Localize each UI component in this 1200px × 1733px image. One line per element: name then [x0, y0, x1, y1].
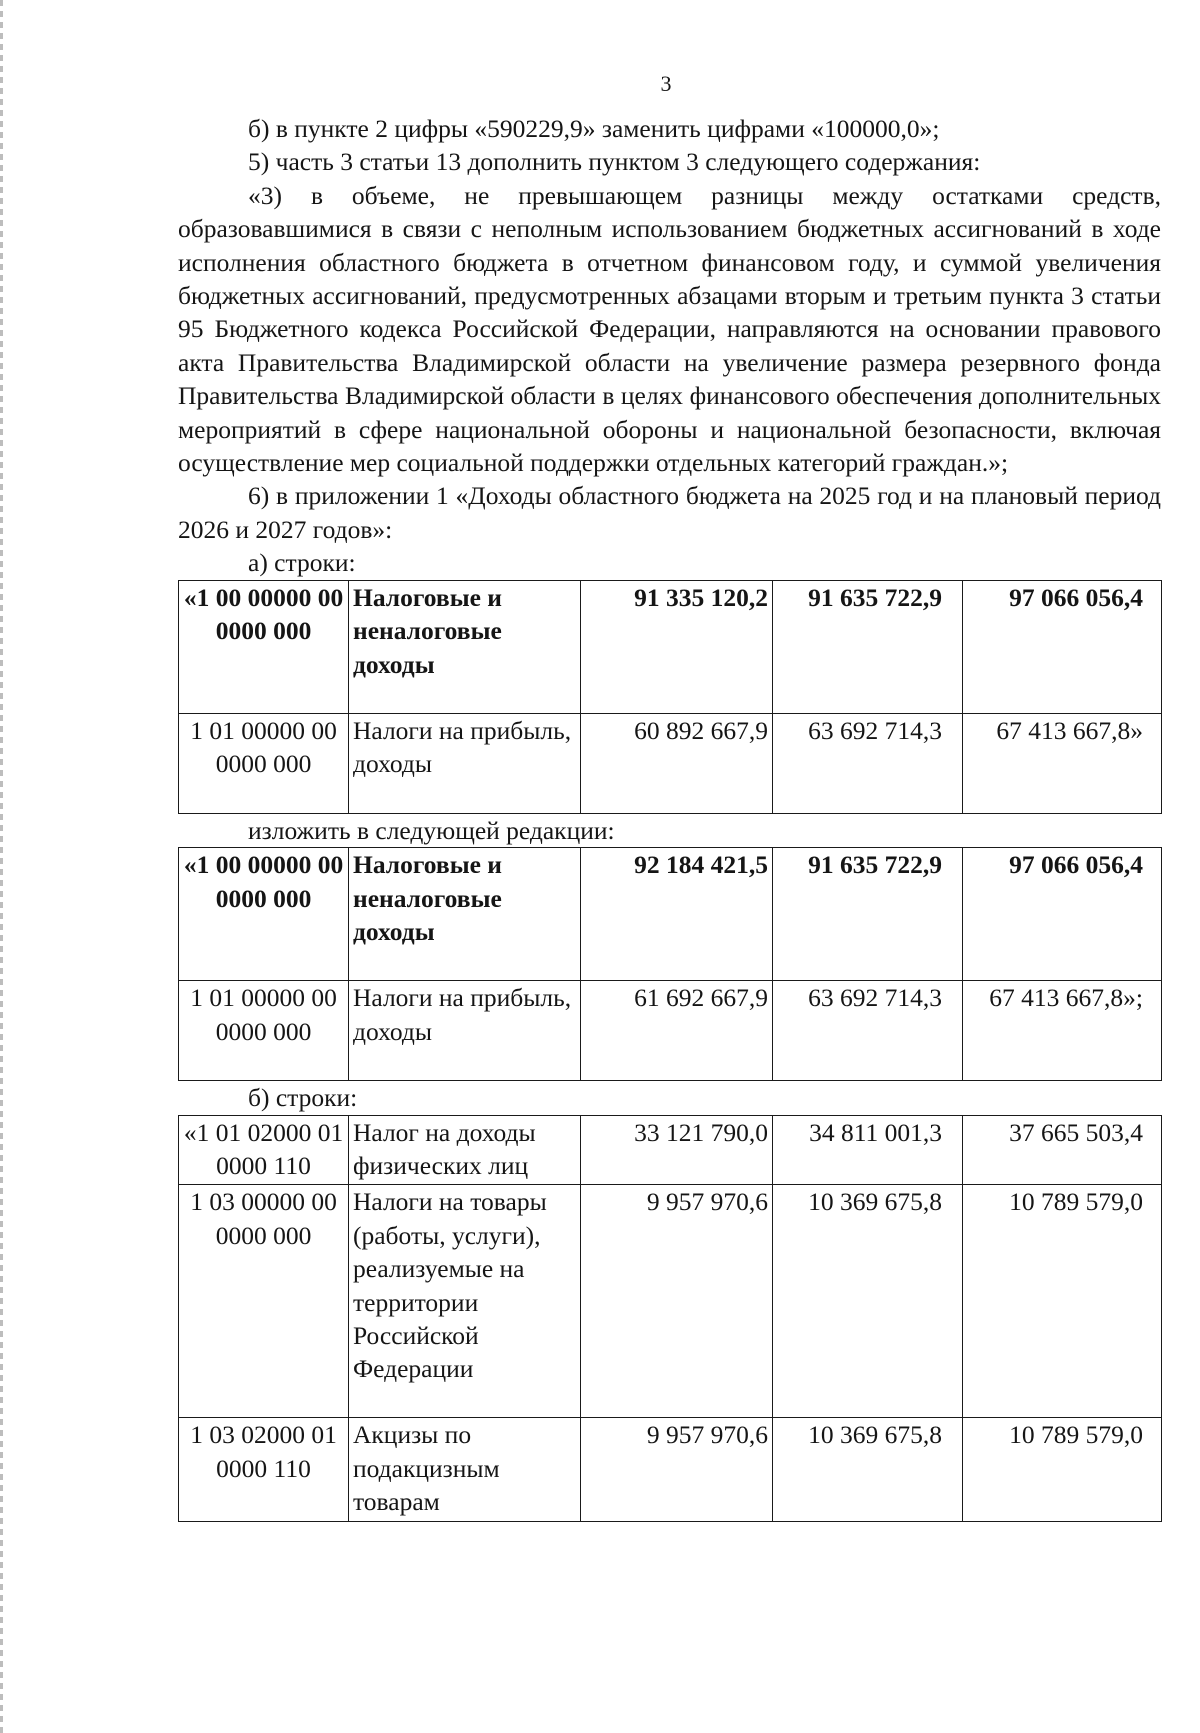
- value-2027: 97 066 056,4: [963, 848, 1162, 981]
- value-2025: 61 692 667,9: [581, 981, 773, 1081]
- page-number: 3: [660, 71, 672, 96]
- value-2025: 60 892 667,9: [581, 713, 773, 813]
- row-code: 1 01 00000 00 0000 000: [179, 981, 349, 1081]
- value-2026: 63 692 714,3: [773, 981, 963, 1081]
- paragraph-item-6: 6) в приложении 1 «Доходы областного бюджета на 2025 год и на плановый период 2026 и 2027 годов»:: [178, 481, 1161, 544]
- row-name: Налоговые и неналоговые доходы: [349, 848, 581, 981]
- value-2026: 34 811 001,3: [773, 1115, 963, 1185]
- row-code: «1 00 00000 00 0000 000: [179, 848, 349, 981]
- row-name: Акцизы по подакцизным товарам: [349, 1418, 581, 1521]
- row-code: 1 03 00000 00 0000 000: [179, 1185, 349, 1418]
- document-body: [178, 112, 1161, 1522]
- row-name: Налоги на прибыль, доходы: [349, 713, 581, 813]
- label-b-rows: б) строки:: [248, 1083, 358, 1113]
- table-a-new: [178, 847, 1162, 1081]
- row-code: 1 03 02000 01 0000 110: [179, 1418, 349, 1521]
- table-a-old: [178, 580, 1162, 814]
- table-row: [179, 981, 1162, 1081]
- value-2027: 37 665 503,4: [963, 1115, 1162, 1185]
- paragraph-item-b: б) в пункте 2 цифры «590229,9» заменить цифрами «100000,0»;: [248, 114, 940, 143]
- value-2026: 10 369 675,8: [773, 1418, 963, 1521]
- value-2026: 10 369 675,8: [773, 1185, 963, 1418]
- value-2026: 63 692 714,3: [773, 713, 963, 813]
- value-2025: 91 335 120,2: [581, 580, 773, 713]
- table-row: [179, 1115, 1162, 1185]
- table-row: [179, 580, 1162, 713]
- value-2025: 9 957 970,6: [581, 1418, 773, 1521]
- value-2025: 92 184 421,5: [581, 848, 773, 981]
- scan-edge-artifact: [0, 0, 3, 1733]
- row-name: Налоги на прибыль, доходы: [349, 981, 581, 1081]
- label-restate: изложить в следующей редакции:: [248, 815, 615, 845]
- row-code: 1 01 00000 00 0000 000: [179, 713, 349, 813]
- table-row: [179, 713, 1162, 813]
- value-2027: 67 413 667,8»;: [963, 981, 1162, 1081]
- paragraph-item-3-text: «3) в объеме, не превышающем разницы между остатками средств, образовавшимися в связи с неполным использованием бюджетных ассигнований в ходе исполнения областного бюджета в отчетном финансовом году, и суммой увеличения бюджетных ассигнований, предусмотренных абзацами вторым и третьим пункта 3 статьи 95 Бюджетного кодекса Российской Федерации, направляются на основании правового акта Правительства Владимирской области на увеличение размера резервного фонда Правительства Владимирской области в целях финансового обеспечения дополнительных мероприятий в сфере национальной обороны и национальной безопасности, включая осуществление мер социальной поддержки отдельных категорий граждан.»;: [178, 180, 1161, 478]
- row-code: «1 01 02000 01 0000 110: [179, 1115, 349, 1185]
- value-2027: 10 789 579,0: [963, 1418, 1162, 1521]
- table-row: [179, 1418, 1162, 1521]
- table-row: [179, 848, 1162, 981]
- value-2027: 10 789 579,0: [963, 1185, 1162, 1418]
- label-a-rows: а) строки:: [248, 548, 356, 578]
- value-2026: 91 635 722,9: [773, 848, 963, 981]
- row-code: «1 00 00000 00 0000 000: [179, 580, 349, 713]
- paragraph-item-5: 5) часть 3 статьи 13 дополнить пунктом 3 следующего содержания:: [248, 147, 981, 177]
- value-2025: 33 121 790,0: [581, 1115, 773, 1185]
- table-b: [178, 1115, 1162, 1522]
- row-name: Налоги на товары (работы, услуги), реализуемые на территории Российской Федерации: [349, 1185, 581, 1418]
- row-name: Налоговые и неналоговые доходы: [349, 580, 581, 713]
- value-2027: 67 413 667,8»: [963, 713, 1162, 813]
- table-row: [179, 1185, 1162, 1418]
- value-2026: 91 635 722,9: [773, 580, 963, 713]
- value-2027: 97 066 056,4: [963, 580, 1162, 713]
- value-2025: 9 957 970,6: [581, 1185, 773, 1418]
- row-name: Налог на доходы физических лиц: [349, 1115, 581, 1185]
